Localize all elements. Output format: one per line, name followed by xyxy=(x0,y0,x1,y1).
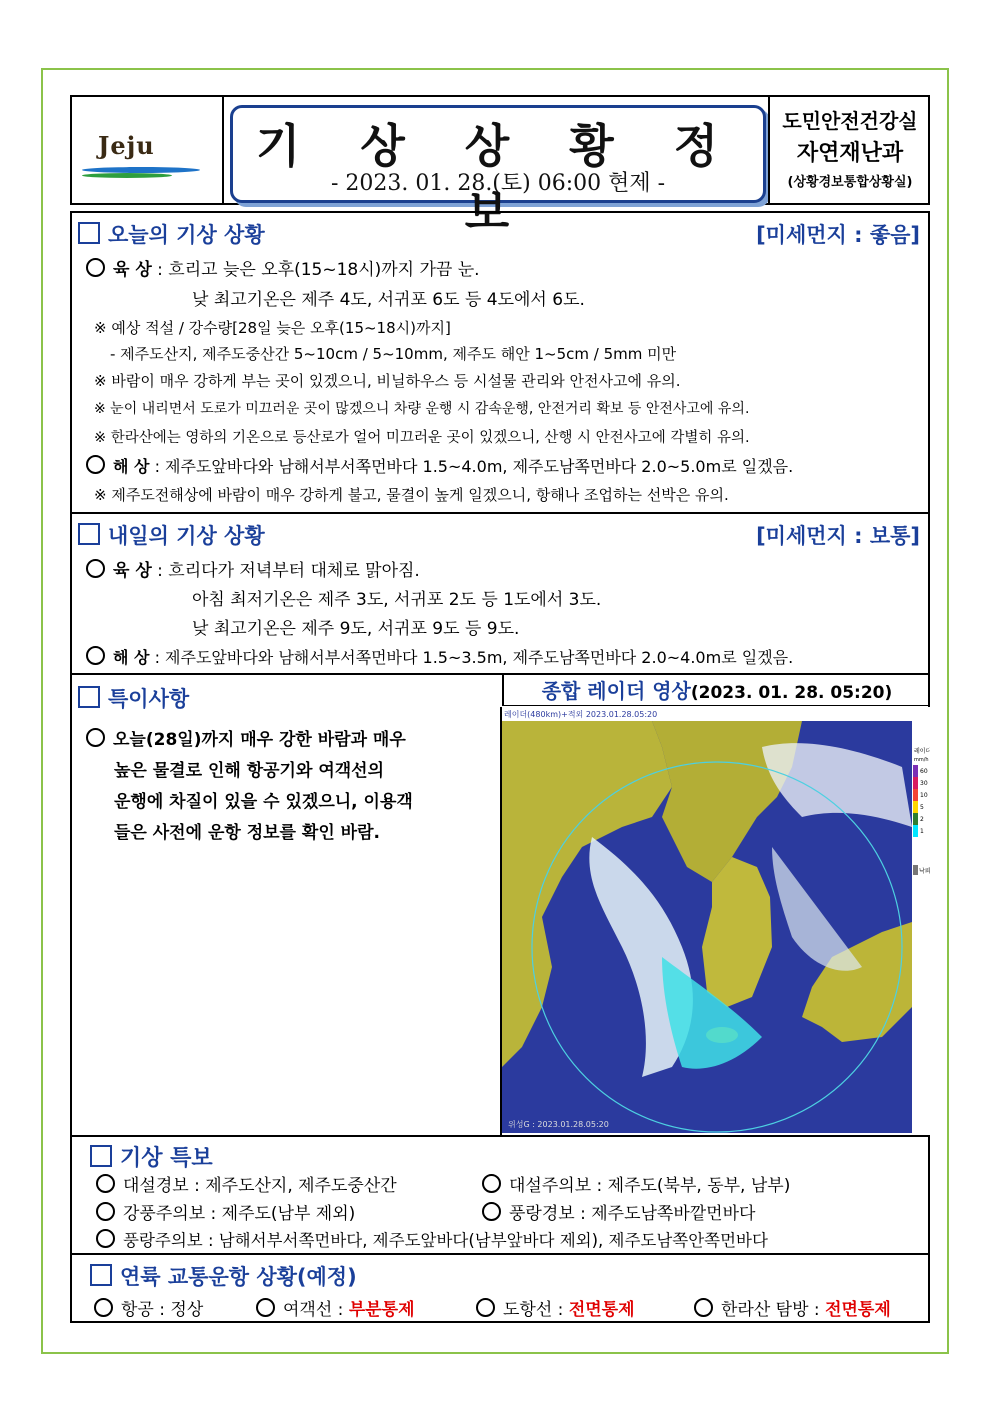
traffic-island-ferry: 도항선 : 전면통제 xyxy=(476,1295,635,1320)
circle-icon xyxy=(86,258,105,277)
legend-lightning: 낙뢰 xyxy=(919,868,930,875)
tomorrow-heading: 내일의 기상 상황 xyxy=(78,520,265,550)
traffic-hallasan: 한라산 탐방 : 전면통제 xyxy=(694,1295,891,1320)
checkbox-icon xyxy=(78,686,100,708)
logo-cell xyxy=(72,97,224,203)
radar-caption-top: 레이더(480km)+적외 2023.01.28.05:20 xyxy=(504,710,658,719)
special-line1: 오늘(28일)까지 매우 강한 바람과 매우 xyxy=(86,725,406,750)
traffic-air: 항공 : 정상 xyxy=(94,1295,203,1320)
logo-swoosh-blue xyxy=(82,167,200,173)
special-line4: 들은 사전에 운항 정보를 확인 바람. xyxy=(114,823,380,843)
legend-label: 60 xyxy=(920,768,928,775)
tomorrow-section xyxy=(70,512,930,673)
today-note1: ※ 예상 적설 / 강수량[28일 늦은 오후(15~18시)까지] xyxy=(94,319,451,337)
special-line3: 운행에 차질이 있을 수 있겠으니, 이용객 xyxy=(114,792,413,812)
checkbox-icon xyxy=(78,222,100,244)
tomorrow-land-line3: 낮 최고기온은 제주 9도, 서귀포 9도 등 9도. xyxy=(192,619,520,639)
legend-swatch xyxy=(913,765,918,777)
checkbox-icon xyxy=(78,523,100,545)
circle-icon xyxy=(694,1298,713,1317)
legend-swatch xyxy=(913,801,918,813)
warning-4: 풍랑경보 : 제주도남쪽바깥먼바다 xyxy=(482,1199,755,1224)
today-land-line1: 육 상 : 흐리고 늦은 오후(15~18시)까지 가끔 눈. xyxy=(86,255,480,280)
today-dust: [미세먼지 : 좋음] xyxy=(756,223,920,247)
today-note2: - 제주도산지, 제주도중산간 5~10cm / 5~10mm, 제주도 해안 1~5cm / 5mm 미만 xyxy=(110,345,677,363)
lightning-swatch xyxy=(913,865,918,875)
legend-title: 레이더 xyxy=(914,748,930,755)
circle-icon xyxy=(96,1174,115,1193)
legend-swatch xyxy=(913,777,918,789)
warning-5: 풍랑주의보 : 남해서부서쪽먼바다, 제주도앞바다(남부앞바다 제외), 제주도남쪽안쪽먼바다 xyxy=(96,1227,768,1251)
warning-1: 대설경보 : 제주도산지, 제주도중산간 xyxy=(96,1171,397,1196)
warning-2: 대설주의보 : 제주도(북부, 동부, 남부) xyxy=(482,1171,790,1196)
tomorrow-land-line2: 아침 최저기온은 제주 3도, 서귀포 2도 등 1도에서 3도. xyxy=(192,590,602,610)
tomorrow-land-line1: 육 상 : 흐리다가 저녁부터 대체로 맑아짐. xyxy=(86,556,420,581)
today-note3: ※ 바람이 매우 강하게 부는 곳이 있겠으니, 비닐하우스 등 시설물 관리와 안전사고에 유의. xyxy=(94,372,681,390)
today-sea-line: 해 상 : 제주도앞바다와 남해서부서쪽먼바다 1.5~4.0m, 제주도남쪽먼바다 2.0~5.0m로 일겠음. xyxy=(86,454,793,477)
circle-icon xyxy=(94,1298,113,1317)
radar-title: 종합 레이더 영상(2023. 01. 28. 05:20) xyxy=(502,675,930,706)
jeju-logo: Jeju xyxy=(98,131,155,160)
today-heading: 오늘의 기상 상황 xyxy=(78,219,265,249)
circle-icon xyxy=(86,728,105,747)
special-radar-section xyxy=(70,673,930,1135)
radar-map xyxy=(502,707,930,1137)
traffic-section xyxy=(70,1253,930,1323)
warning-3: 강풍주의보 : 제주도(남부 제외) xyxy=(96,1199,355,1224)
warnings-section xyxy=(70,1135,930,1253)
traffic-heading: 연륙 교통운항 상황(예정) xyxy=(90,1261,357,1291)
circle-icon xyxy=(482,1174,501,1193)
page-subtitle: - 2023. 01. 28.(토) 06:00 현제 - xyxy=(330,171,666,196)
circle-icon xyxy=(256,1298,275,1317)
circle-icon xyxy=(476,1298,495,1317)
circle-icon xyxy=(86,559,105,578)
checkbox-icon xyxy=(90,1264,112,1286)
warnings-heading: 기상 특보 xyxy=(90,1141,213,1172)
dept-division: 자연재난과 xyxy=(796,141,904,166)
tomorrow-dust: [미세먼지 : 보통] xyxy=(756,524,920,548)
circle-icon xyxy=(86,646,105,665)
today-sea-note: ※ 제주도전해상에 바람이 매우 강하게 불고, 물결이 높게 일겠으니, 항해나 조업하는 선박은 유의. xyxy=(94,486,729,504)
radar-image xyxy=(500,707,930,1137)
dept-room: (상황경보통합상황실) xyxy=(787,175,913,190)
legend-swatch xyxy=(913,789,918,801)
legend-label: 5 xyxy=(920,804,924,811)
legend-label: 30 xyxy=(920,780,928,787)
special-heading: 특이사항 xyxy=(78,683,189,713)
legend-swatch xyxy=(913,813,918,825)
today-land-line2: 낮 최고기온은 제주 4도, 서귀포 6도 등 4도에서 6도. xyxy=(192,290,585,310)
traffic-ferry: 여객선 : 부분통제 xyxy=(256,1295,415,1320)
legend-swatch xyxy=(913,825,918,837)
radar-caption-bottom: 위성G : 2023.01.28.05:20 xyxy=(508,1120,609,1129)
checkbox-icon xyxy=(90,1145,112,1167)
legend-label: 2 xyxy=(920,816,924,823)
circle-icon xyxy=(482,1202,501,1221)
legend-label: 1 xyxy=(920,828,924,835)
today-note4: ※ 눈이 내리면서 도로가 미끄러운 곳이 많겠으니 차량 운행 시 감속운행, 안전거리 확보 등 안전사고에 유의. xyxy=(94,401,750,417)
today-note5: ※ 한라산에는 영하의 기온으로 등산로가 얼어 미끄러운 곳이 있겠으니, 산행 시 안전사고에 각별히 유의. xyxy=(94,430,750,446)
legend-unit: mm/h xyxy=(914,757,929,763)
circle-icon xyxy=(86,455,105,474)
dept-office: 도민안전건강실 xyxy=(782,109,918,133)
title-banner xyxy=(230,105,766,239)
tomorrow-sea-line: 해 상 : 제주도앞바다와 남해서부서쪽먼바다 1.5~3.5m, 제주도남쪽먼바다 2.0~4.0m로 일겠음. xyxy=(86,645,793,668)
today-section xyxy=(70,211,930,512)
page-title: 기 상 상 황 정 보 xyxy=(255,119,741,239)
circle-icon xyxy=(96,1202,115,1221)
logo-swoosh-green xyxy=(82,173,172,178)
circle-icon xyxy=(96,1229,115,1248)
special-line2: 높은 물결로 인해 항공기와 여객선의 xyxy=(114,761,385,781)
legend-label: 10 xyxy=(920,792,928,799)
department xyxy=(768,97,930,203)
